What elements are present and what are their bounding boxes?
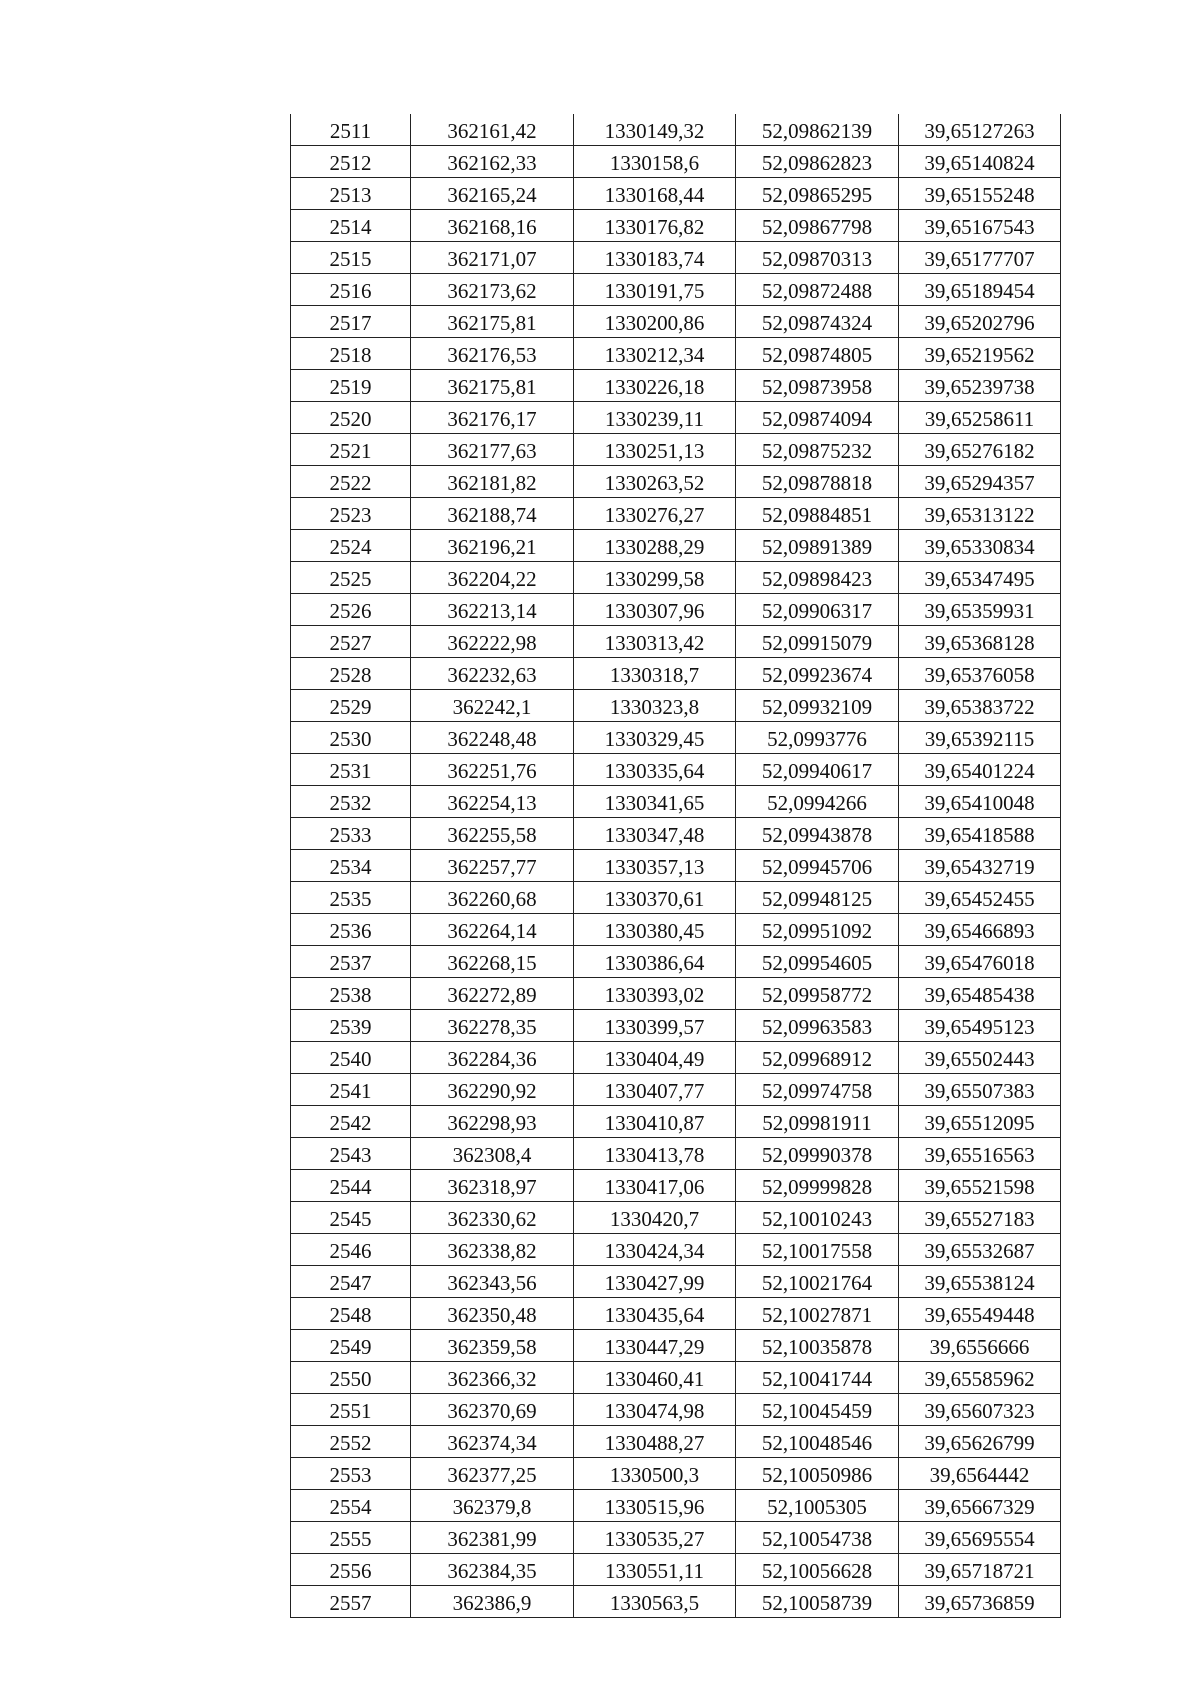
point-number-cell: 2541: [291, 1074, 411, 1106]
longitude-cell: 39,65376058: [899, 658, 1061, 690]
latitude-cell: 52,09963583: [736, 1010, 899, 1042]
point-number-cell: 2549: [291, 1330, 411, 1362]
table-row: [291, 1266, 1061, 1298]
point-number-cell: 2552: [291, 1426, 411, 1458]
point-number-cell: 2545: [291, 1202, 411, 1234]
y-coordinate-cell: 1330447,29: [574, 1330, 736, 1362]
x-coordinate-cell: 362204,22: [411, 562, 574, 594]
longitude-cell: 39,65585962: [899, 1362, 1061, 1394]
table-row: [291, 626, 1061, 658]
point-number-cell: 2532: [291, 786, 411, 818]
x-coordinate-cell: 362176,17: [411, 402, 574, 434]
point-number-cell: 2523: [291, 498, 411, 530]
longitude-cell: 39,65512095: [899, 1106, 1061, 1138]
coordinates-table-body: [291, 114, 1061, 1618]
table-row: [291, 306, 1061, 338]
x-coordinate-cell: 362366,32: [411, 1362, 574, 1394]
longitude-cell: 39,65383722: [899, 690, 1061, 722]
table-row: [291, 242, 1061, 274]
latitude-cell: 52,09915079: [736, 626, 899, 658]
table-row: [291, 274, 1061, 306]
table-row: [291, 1426, 1061, 1458]
latitude-cell: 52,09906317: [736, 594, 899, 626]
latitude-cell: 52,10054738: [736, 1522, 899, 1554]
point-number-cell: 2544: [291, 1170, 411, 1202]
latitude-cell: 52,10058739: [736, 1586, 899, 1618]
latitude-cell: 52,10017558: [736, 1234, 899, 1266]
table-row: [291, 786, 1061, 818]
x-coordinate-cell: 362254,13: [411, 786, 574, 818]
table-row: [291, 114, 1061, 146]
longitude-cell: 39,65189454: [899, 274, 1061, 306]
x-coordinate-cell: 362298,93: [411, 1106, 574, 1138]
y-coordinate-cell: 1330212,34: [574, 338, 736, 370]
point-number-cell: 2525: [291, 562, 411, 594]
table-row: [291, 434, 1061, 466]
latitude-cell: 52,10048546: [736, 1426, 899, 1458]
latitude-cell: 52,09870313: [736, 242, 899, 274]
latitude-cell: 52,09945706: [736, 850, 899, 882]
latitude-cell: 52,10035878: [736, 1330, 899, 1362]
y-coordinate-cell: 1330176,82: [574, 210, 736, 242]
latitude-cell: 52,09981911: [736, 1106, 899, 1138]
x-coordinate-cell: 362257,77: [411, 850, 574, 882]
y-coordinate-cell: 1330404,49: [574, 1042, 736, 1074]
table-row: [291, 1298, 1061, 1330]
latitude-cell: 52,10050986: [736, 1458, 899, 1490]
point-number-cell: 2533: [291, 818, 411, 850]
table-row: [291, 1554, 1061, 1586]
longitude-cell: 39,65432719: [899, 850, 1061, 882]
latitude-cell: 52,09990378: [736, 1138, 899, 1170]
table-row: [291, 1586, 1061, 1618]
longitude-cell: 39,65502443: [899, 1042, 1061, 1074]
point-number-cell: 2520: [291, 402, 411, 434]
y-coordinate-cell: 1330551,11: [574, 1554, 736, 1586]
y-coordinate-cell: 1330370,61: [574, 882, 736, 914]
table-row: [291, 178, 1061, 210]
table-row: [291, 1362, 1061, 1394]
y-coordinate-cell: 1330407,77: [574, 1074, 736, 1106]
latitude-cell: 52,09898423: [736, 562, 899, 594]
latitude-cell: 52,1005305: [736, 1490, 899, 1522]
point-number-cell: 2534: [291, 850, 411, 882]
table-row: [291, 1490, 1061, 1522]
longitude-cell: 39,65521598: [899, 1170, 1061, 1202]
point-number-cell: 2531: [291, 754, 411, 786]
x-coordinate-cell: 362251,76: [411, 754, 574, 786]
table-row: [291, 338, 1061, 370]
point-number-cell: 2540: [291, 1042, 411, 1074]
y-coordinate-cell: 1330158,6: [574, 146, 736, 178]
x-coordinate-cell: 362318,97: [411, 1170, 574, 1202]
longitude-cell: 39,65418588: [899, 818, 1061, 850]
longitude-cell: 39,65476018: [899, 946, 1061, 978]
y-coordinate-cell: 1330200,86: [574, 306, 736, 338]
longitude-cell: 39,65330834: [899, 530, 1061, 562]
x-coordinate-cell: 362188,74: [411, 498, 574, 530]
x-coordinate-cell: 362222,98: [411, 626, 574, 658]
latitude-cell: 52,10010243: [736, 1202, 899, 1234]
x-coordinate-cell: 362248,48: [411, 722, 574, 754]
point-number-cell: 2530: [291, 722, 411, 754]
latitude-cell: 52,0994266: [736, 786, 899, 818]
x-coordinate-cell: 362272,89: [411, 978, 574, 1010]
point-number-cell: 2555: [291, 1522, 411, 1554]
y-coordinate-cell: 1330191,75: [574, 274, 736, 306]
table-row: [291, 978, 1061, 1010]
longitude-cell: 39,65538124: [899, 1266, 1061, 1298]
point-number-cell: 2516: [291, 274, 411, 306]
latitude-cell: 52,09923674: [736, 658, 899, 690]
table-row: [291, 562, 1061, 594]
table-row: [291, 466, 1061, 498]
y-coordinate-cell: 1330329,45: [574, 722, 736, 754]
longitude-cell: 39,65452455: [899, 882, 1061, 914]
point-number-cell: 2537: [291, 946, 411, 978]
x-coordinate-cell: 362374,34: [411, 1426, 574, 1458]
latitude-cell: 52,10021764: [736, 1266, 899, 1298]
table-row: [291, 594, 1061, 626]
x-coordinate-cell: 362242,1: [411, 690, 574, 722]
table-row: [291, 402, 1061, 434]
longitude-cell: 39,65347495: [899, 562, 1061, 594]
latitude-cell: 52,09884851: [736, 498, 899, 530]
x-coordinate-cell: 362338,82: [411, 1234, 574, 1266]
y-coordinate-cell: 1330488,27: [574, 1426, 736, 1458]
latitude-cell: 52,09954605: [736, 946, 899, 978]
y-coordinate-cell: 1330515,96: [574, 1490, 736, 1522]
x-coordinate-cell: 362213,14: [411, 594, 574, 626]
x-coordinate-cell: 362370,69: [411, 1394, 574, 1426]
longitude-cell: 39,65410048: [899, 786, 1061, 818]
y-coordinate-cell: 1330313,42: [574, 626, 736, 658]
table-row: [291, 1138, 1061, 1170]
table-row: [291, 690, 1061, 722]
y-coordinate-cell: 1330183,74: [574, 242, 736, 274]
y-coordinate-cell: 1330288,29: [574, 530, 736, 562]
y-coordinate-cell: 1330474,98: [574, 1394, 736, 1426]
coordinates-table: [290, 114, 1061, 1618]
point-number-cell: 2522: [291, 466, 411, 498]
longitude-cell: 39,65607323: [899, 1394, 1061, 1426]
latitude-cell: 52,09862139: [736, 114, 899, 146]
table-row: [291, 1330, 1061, 1362]
table-row: [291, 1170, 1061, 1202]
longitude-cell: 39,65549448: [899, 1298, 1061, 1330]
x-coordinate-cell: 362330,62: [411, 1202, 574, 1234]
x-coordinate-cell: 362173,62: [411, 274, 574, 306]
x-coordinate-cell: 362175,81: [411, 306, 574, 338]
table-row: [291, 1394, 1061, 1426]
table-row: [291, 210, 1061, 242]
x-coordinate-cell: 362168,16: [411, 210, 574, 242]
latitude-cell: 52,09874805: [736, 338, 899, 370]
longitude-cell: 39,65368128: [899, 626, 1061, 658]
x-coordinate-cell: 362384,35: [411, 1554, 574, 1586]
longitude-cell: 39,65140824: [899, 146, 1061, 178]
point-number-cell: 2528: [291, 658, 411, 690]
longitude-cell: 39,65177707: [899, 242, 1061, 274]
x-coordinate-cell: 362176,53: [411, 338, 574, 370]
x-coordinate-cell: 362260,68: [411, 882, 574, 914]
y-coordinate-cell: 1330393,02: [574, 978, 736, 1010]
y-coordinate-cell: 1330424,34: [574, 1234, 736, 1266]
point-number-cell: 2542: [291, 1106, 411, 1138]
y-coordinate-cell: 1330535,27: [574, 1522, 736, 1554]
longitude-cell: 39,65313122: [899, 498, 1061, 530]
latitude-cell: 52,09875232: [736, 434, 899, 466]
latitude-cell: 52,09943878: [736, 818, 899, 850]
table-row: [291, 818, 1061, 850]
point-number-cell: 2556: [291, 1554, 411, 1586]
latitude-cell: 52,09867798: [736, 210, 899, 242]
latitude-cell: 52,09948125: [736, 882, 899, 914]
table-row: [291, 946, 1061, 978]
x-coordinate-cell: 362350,48: [411, 1298, 574, 1330]
longitude-cell: 39,65718721: [899, 1554, 1061, 1586]
y-coordinate-cell: 1330335,64: [574, 754, 736, 786]
point-number-cell: 2518: [291, 338, 411, 370]
longitude-cell: 39,65466893: [899, 914, 1061, 946]
point-number-cell: 2536: [291, 914, 411, 946]
latitude-cell: 52,10045459: [736, 1394, 899, 1426]
point-number-cell: 2557: [291, 1586, 411, 1618]
table-row: [291, 530, 1061, 562]
table-row: [291, 658, 1061, 690]
y-coordinate-cell: 1330380,45: [574, 914, 736, 946]
longitude-cell: 39,65258611: [899, 402, 1061, 434]
point-number-cell: 2529: [291, 690, 411, 722]
table-row: [291, 1522, 1061, 1554]
table-row: [291, 1202, 1061, 1234]
y-coordinate-cell: 1330347,48: [574, 818, 736, 850]
longitude-cell: 39,65127263: [899, 114, 1061, 146]
y-coordinate-cell: 1330307,96: [574, 594, 736, 626]
point-number-cell: 2548: [291, 1298, 411, 1330]
longitude-cell: 39,65695554: [899, 1522, 1061, 1554]
y-coordinate-cell: 1330427,99: [574, 1266, 736, 1298]
y-coordinate-cell: 1330386,64: [574, 946, 736, 978]
latitude-cell: 52,09999828: [736, 1170, 899, 1202]
point-number-cell: 2512: [291, 146, 411, 178]
x-coordinate-cell: 362359,58: [411, 1330, 574, 1362]
point-number-cell: 2514: [291, 210, 411, 242]
y-coordinate-cell: 1330263,52: [574, 466, 736, 498]
latitude-cell: 52,09873958: [736, 370, 899, 402]
longitude-cell: 39,65239738: [899, 370, 1061, 402]
y-coordinate-cell: 1330563,5: [574, 1586, 736, 1618]
point-number-cell: 2513: [291, 178, 411, 210]
x-coordinate-cell: 362379,8: [411, 1490, 574, 1522]
latitude-cell: 52,09874094: [736, 402, 899, 434]
latitude-cell: 52,09974758: [736, 1074, 899, 1106]
y-coordinate-cell: 1330226,18: [574, 370, 736, 402]
latitude-cell: 52,09874324: [736, 306, 899, 338]
point-number-cell: 2546: [291, 1234, 411, 1266]
y-coordinate-cell: 1330239,11: [574, 402, 736, 434]
table-row: [291, 850, 1061, 882]
longitude-cell: 39,65516563: [899, 1138, 1061, 1170]
longitude-cell: 39,65202796: [899, 306, 1061, 338]
table-row: [291, 722, 1061, 754]
table-row: [291, 1042, 1061, 1074]
longitude-cell: 39,65401224: [899, 754, 1061, 786]
y-coordinate-cell: 1330435,64: [574, 1298, 736, 1330]
y-coordinate-cell: 1330500,3: [574, 1458, 736, 1490]
x-coordinate-cell: 362278,35: [411, 1010, 574, 1042]
point-number-cell: 2524: [291, 530, 411, 562]
table-row: [291, 146, 1061, 178]
x-coordinate-cell: 362386,9: [411, 1586, 574, 1618]
latitude-cell: 52,10056628: [736, 1554, 899, 1586]
point-number-cell: 2527: [291, 626, 411, 658]
y-coordinate-cell: 1330251,13: [574, 434, 736, 466]
latitude-cell: 52,0993776: [736, 722, 899, 754]
longitude-cell: 39,65736859: [899, 1586, 1061, 1618]
point-number-cell: 2515: [291, 242, 411, 274]
latitude-cell: 52,09872488: [736, 274, 899, 306]
point-number-cell: 2547: [291, 1266, 411, 1298]
y-coordinate-cell: 1330276,27: [574, 498, 736, 530]
y-coordinate-cell: 1330413,78: [574, 1138, 736, 1170]
latitude-cell: 52,09932109: [736, 690, 899, 722]
x-coordinate-cell: 362177,63: [411, 434, 574, 466]
x-coordinate-cell: 362196,21: [411, 530, 574, 562]
longitude-cell: 39,65219562: [899, 338, 1061, 370]
latitude-cell: 52,10041744: [736, 1362, 899, 1394]
longitude-cell: 39,65392115: [899, 722, 1061, 754]
x-coordinate-cell: 362268,15: [411, 946, 574, 978]
point-number-cell: 2521: [291, 434, 411, 466]
longitude-cell: 39,65495123: [899, 1010, 1061, 1042]
y-coordinate-cell: 1330357,13: [574, 850, 736, 882]
point-number-cell: 2517: [291, 306, 411, 338]
longitude-cell: 39,65276182: [899, 434, 1061, 466]
x-coordinate-cell: 362308,4: [411, 1138, 574, 1170]
longitude-cell: 39,65527183: [899, 1202, 1061, 1234]
table-row: [291, 1074, 1061, 1106]
longitude-cell: 39,65167543: [899, 210, 1061, 242]
latitude-cell: 52,09958772: [736, 978, 899, 1010]
table-row: [291, 1458, 1061, 1490]
latitude-cell: 52,09940617: [736, 754, 899, 786]
point-number-cell: 2539: [291, 1010, 411, 1042]
latitude-cell: 52,09878818: [736, 466, 899, 498]
x-coordinate-cell: 362264,14: [411, 914, 574, 946]
x-coordinate-cell: 362255,58: [411, 818, 574, 850]
point-number-cell: 2538: [291, 978, 411, 1010]
x-coordinate-cell: 362290,92: [411, 1074, 574, 1106]
table-row: [291, 754, 1061, 786]
longitude-cell: 39,6556666: [899, 1330, 1061, 1362]
x-coordinate-cell: 362232,63: [411, 658, 574, 690]
x-coordinate-cell: 362181,82: [411, 466, 574, 498]
y-coordinate-cell: 1330460,41: [574, 1362, 736, 1394]
longitude-cell: 39,65155248: [899, 178, 1061, 210]
table-row: [291, 914, 1061, 946]
point-number-cell: 2543: [291, 1138, 411, 1170]
y-coordinate-cell: 1330299,58: [574, 562, 736, 594]
x-coordinate-cell: 362381,99: [411, 1522, 574, 1554]
y-coordinate-cell: 1330420,7: [574, 1202, 736, 1234]
longitude-cell: 39,6564442: [899, 1458, 1061, 1490]
point-number-cell: 2526: [291, 594, 411, 626]
x-coordinate-cell: 362171,07: [411, 242, 574, 274]
latitude-cell: 52,09968912: [736, 1042, 899, 1074]
table-row: [291, 882, 1061, 914]
point-number-cell: 2550: [291, 1362, 411, 1394]
longitude-cell: 39,65626799: [899, 1426, 1061, 1458]
table-row: [291, 1010, 1061, 1042]
point-number-cell: 2551: [291, 1394, 411, 1426]
longitude-cell: 39,65294357: [899, 466, 1061, 498]
point-number-cell: 2553: [291, 1458, 411, 1490]
table-row: [291, 1106, 1061, 1138]
y-coordinate-cell: 1330323,8: [574, 690, 736, 722]
x-coordinate-cell: 362284,36: [411, 1042, 574, 1074]
latitude-cell: 52,09951092: [736, 914, 899, 946]
x-coordinate-cell: 362175,81: [411, 370, 574, 402]
y-coordinate-cell: 1330341,65: [574, 786, 736, 818]
y-coordinate-cell: 1330399,57: [574, 1010, 736, 1042]
x-coordinate-cell: 362377,25: [411, 1458, 574, 1490]
y-coordinate-cell: 1330168,44: [574, 178, 736, 210]
latitude-cell: 52,09891389: [736, 530, 899, 562]
y-coordinate-cell: 1330149,32: [574, 114, 736, 146]
x-coordinate-cell: 362161,42: [411, 114, 574, 146]
table-row: [291, 498, 1061, 530]
longitude-cell: 39,65507383: [899, 1074, 1061, 1106]
latitude-cell: 52,09865295: [736, 178, 899, 210]
point-number-cell: 2511: [291, 114, 411, 146]
x-coordinate-cell: 362162,33: [411, 146, 574, 178]
point-number-cell: 2554: [291, 1490, 411, 1522]
longitude-cell: 39,65485438: [899, 978, 1061, 1010]
table-row: [291, 370, 1061, 402]
longitude-cell: 39,65532687: [899, 1234, 1061, 1266]
latitude-cell: 52,10027871: [736, 1298, 899, 1330]
x-coordinate-cell: 362343,56: [411, 1266, 574, 1298]
longitude-cell: 39,65359931: [899, 594, 1061, 626]
y-coordinate-cell: 1330410,87: [574, 1106, 736, 1138]
y-coordinate-cell: 1330417,06: [574, 1170, 736, 1202]
x-coordinate-cell: 362165,24: [411, 178, 574, 210]
point-number-cell: 2535: [291, 882, 411, 914]
table-row: [291, 1234, 1061, 1266]
point-number-cell: 2519: [291, 370, 411, 402]
y-coordinate-cell: 1330318,7: [574, 658, 736, 690]
longitude-cell: 39,65667329: [899, 1490, 1061, 1522]
latitude-cell: 52,09862823: [736, 146, 899, 178]
